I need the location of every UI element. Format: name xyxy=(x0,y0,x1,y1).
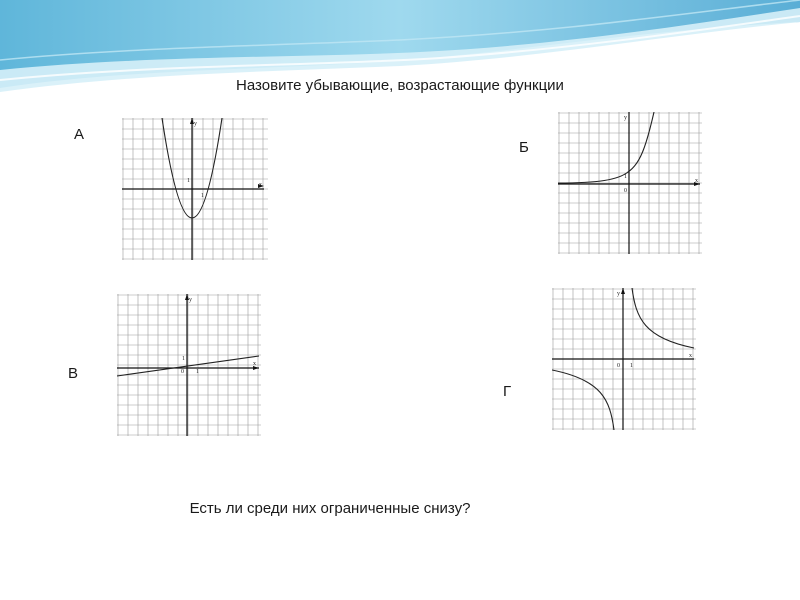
graph-g-x-label: x xyxy=(689,353,692,359)
graph-v-x-label: x xyxy=(253,361,256,367)
graph-label-b: Б xyxy=(519,139,529,156)
graph-g-y-label: y xyxy=(617,291,620,297)
graph-b-x-label: x xyxy=(695,178,698,184)
graph-v-linear xyxy=(117,294,261,436)
graph-b-exponential xyxy=(558,112,702,254)
graph-v-grid xyxy=(117,294,261,436)
graph-label-a: А xyxy=(74,126,85,143)
graph-b-curve xyxy=(558,112,654,183)
question-text: Есть ли среди них ограниченные снизу? xyxy=(189,500,471,517)
graph-b-y-label: y xyxy=(624,115,627,121)
graph-b-origin-label: 0 xyxy=(624,188,627,194)
graph-b-y-tick-1: 1 xyxy=(624,174,627,180)
graph-g-hyperbola xyxy=(552,288,696,430)
page-title: Назовите убывающие, возрастающие функции xyxy=(236,77,564,94)
graph-v-x-tick-1: 1 xyxy=(196,369,199,375)
graph-a-y-label: y xyxy=(194,121,197,127)
graph-label-v: В xyxy=(68,365,79,382)
graph-g-x-tick-1: 1 xyxy=(630,363,633,369)
graph-a-parabola xyxy=(122,118,268,260)
graph-v-y-label: y xyxy=(189,297,192,303)
graph-v-y-tick-1: 1 xyxy=(182,356,185,362)
graph-label-g: Г xyxy=(503,383,512,400)
graph-a-x-tick-1: 1 xyxy=(201,193,204,199)
graph-a-x-label: x xyxy=(259,182,262,188)
graph-a-y-tick-1: 1 xyxy=(187,178,190,184)
graph-g-origin-label: 0 xyxy=(617,363,620,369)
graph-v-origin-label: 0 xyxy=(181,369,184,375)
